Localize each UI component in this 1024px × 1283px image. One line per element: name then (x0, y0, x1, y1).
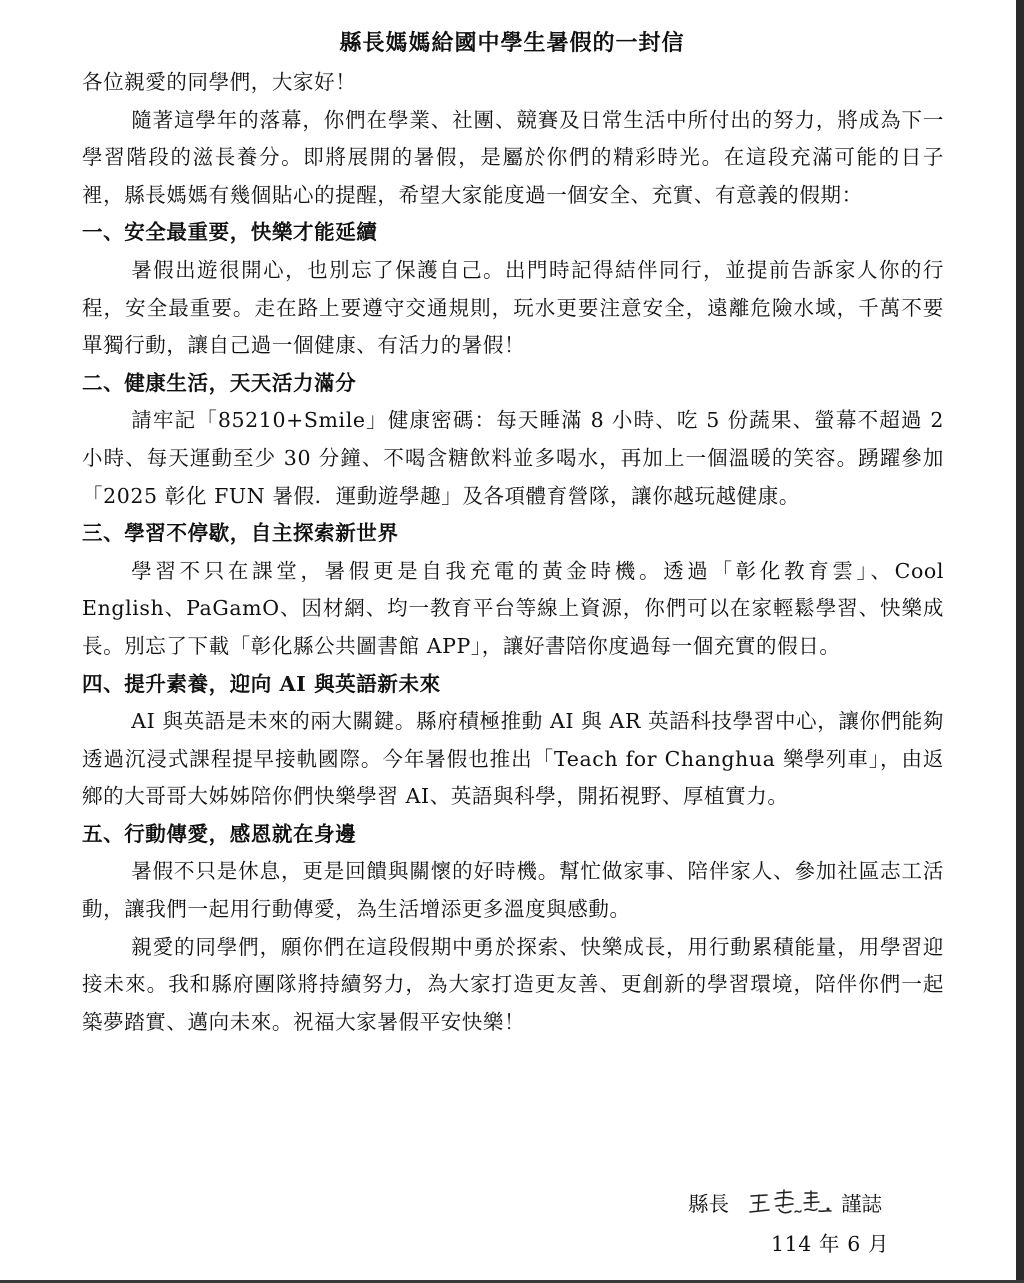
section-heading-learning: 三、學習不停歇，自主探索新世界 (82, 521, 399, 546)
letter-body (82, 64, 944, 1041)
section-body-kindness: 暑假不只是休息，更是回饋與關懷的好時機。幫忙做家事、陪伴家人、參加社區志工活動，讓我們一起用行動傳愛，為生活增添更多溫度與感動。 (82, 859, 944, 922)
section-heading-ai-english: 四、提升素養，迎向 AI 與英語新未來 (82, 671, 441, 696)
section-body-learning: 學習不只在課堂，暑假更是自我充電的黃金時機。透過「彰化教育雲」、Cool English、PaGamO、因材網、均一教育平台等線上資源，你們可以在家輕鬆學習、快樂成長。別忘了下載「彰化縣公共圖書館 APP」，讓好書陪你度過每一個充實的假日。 (82, 558, 944, 658)
section-body-health: 請牢記「85210+Smile」健康密碼：每天睡滿 8 小時、吃 5 份蔬果、螢幕不超過 2 小時、每天運動至少 30 分鐘、不喝含糖飲料並多喝水，再加上一個溫暖的笑容。踴躍參加「2025 彰化 FUN 暑假．運動遊學趣」及各項體育營隊，讓你越玩越健康。 (82, 408, 944, 508)
signature-line (688, 1186, 882, 1223)
section-heading-health: 二、健康生活，天天活力滿分 (82, 370, 357, 395)
section-body-ai-english: AI 與英語是未來的兩大關鍵。縣府積極推動 AI 與 AR 英語科技學習中心，讓你們能夠透過沉浸式課程提早接軌國際。今年暑假也推出「Teach for Changhua 樂學列車」，由返鄉的大哥哥大姊姊陪你們快樂學習 AI、英語與科學，開拓視野、厚植實力。 (82, 709, 944, 809)
greeting: 各位親愛的同學們，大家好！ (82, 70, 357, 94)
section-body-safety: 暑假出遊很開心，也別忘了保護自己。出門時記得結伴同行，並提前告訴家人你的行程，安全最重要。走在路上要遵守交通規則，玩水更要注意安全，遠離危險水域，千萬不要單獨行動，讓自己過一個健康、有活力的暑假！ (82, 257, 944, 358)
viewer-edge-right (1016, 0, 1024, 1283)
section-heading-kindness: 五、行動傳愛，感恩就在身邊 (82, 821, 357, 846)
closing-word: 謹誌 (841, 1192, 883, 1216)
section-heading-safety: 一、安全最重要，快樂才能延續 (82, 220, 378, 245)
signer-role: 縣長 (688, 1192, 729, 1216)
letter-title: 縣長媽媽給國中學生暑假的一封信 (339, 30, 685, 56)
intro-paragraph: 隨著這學年的落幕，你們在學業、社團、競賽及日常生活中所付出的努力，將成為下一學習階段的滋長養分。即將展開的暑假，是屬於你們的精彩時光。在這段充滿可能的日子裡，縣長媽媽有幾個貼心的提醒，希望大家能度過一個安全、充實、有意義的假期： (82, 107, 944, 207)
letter-date: 114 年 6 月 (771, 1232, 890, 1256)
handwritten-signature (747, 1187, 835, 1217)
closing-paragraph: 親愛的同學們，願你們在這段假期中勇於探索、快樂成長，用行動累積能量，用學習迎接未來。我和縣府團隊將持續努力，為大家打造更友善、更創新的學習環境，陪伴你們一起築夢踏實、邁向未來。祝福大家暑假平安快樂！ (82, 934, 944, 1034)
